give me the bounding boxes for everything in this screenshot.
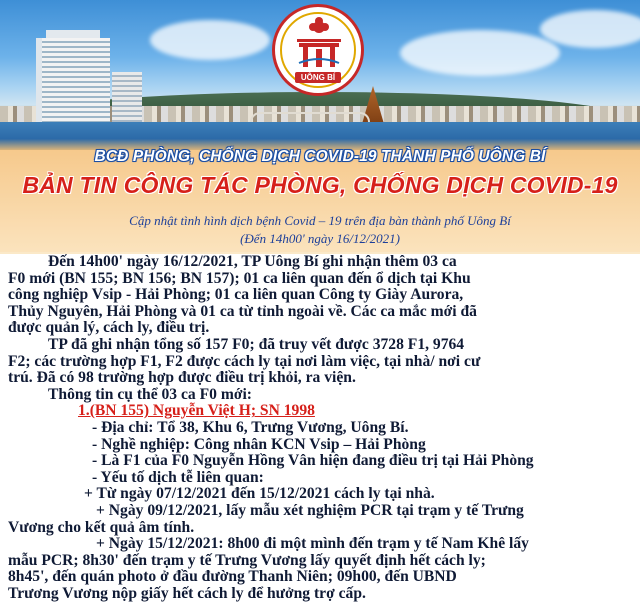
- case-detail-line: - Là F1 của F0 Nguyễn Hồng Vân hiện đang điều trị tại Hải Phòng: [92, 452, 534, 470]
- side-building: [112, 72, 142, 122]
- body-line: Thông tin cụ thể 03 ca F0 mới:: [48, 385, 252, 403]
- body-line: Thủy Nguyên, Hải Phòng và 01 ca từ tỉnh ngoài về. Các ca mắc mới đã: [8, 302, 477, 320]
- flower-icon: [313, 21, 325, 33]
- body-line: F0 mới (BN 155; BN 156; BN 157); 01 ca liên quan đến ổ dịch tại Khu: [8, 269, 471, 287]
- case-detail-line: - Nghề nghiệp: Công nhân KCN Vsip – Hải Phòng: [92, 435, 426, 453]
- case-detail-line: + Từ ngày 07/12/2021 đến 15/12/2021 cách ly tại nhà.: [84, 485, 435, 503]
- body-line: trú. Đã có 98 trường hợp được điều trị khỏi, ra viện.: [8, 369, 356, 387]
- case-detail-line: + Ngày 09/12/2021, lấy mẫu xét nghiệm PCR tại trạm y tế Trưng: [96, 501, 524, 519]
- bridge-shape: [250, 112, 370, 122]
- bulletin-title: BẢN TIN CÔNG TÁC PHÒNG, CHỐNG DỊCH COVID-19: [22, 172, 618, 198]
- case-detail-line: 8h45', đến quán photo ở đầu đường Thanh Niên; 09h00, đến UBND: [8, 568, 457, 586]
- tower-building: [36, 38, 110, 122]
- emblem-label: UÔNG BÍ: [295, 72, 341, 83]
- cloud-shape: [400, 30, 560, 76]
- header-banner-photo: [0, 0, 640, 150]
- case-detail-line: + Ngày 15/12/2021: 8h00 đi một mình đến trạm y tế Nam Khê lấy: [96, 535, 529, 553]
- body-line: Đến 14h00' ngày 16/12/2021, TP Uông Bí ghi nhận thêm 03 ca: [48, 253, 457, 270]
- case-detail-line: mẫu PCR; 8h30' đến trạm y tế Trưng Vương lấy quyết định hết cách ly;: [8, 551, 486, 569]
- body-line: TP đã ghi nhận tổng số 157 F0; đã truy vết được 3728 F1, 9764: [48, 335, 465, 353]
- cloud-shape: [150, 20, 270, 60]
- body-line: được quản lý, cách ly, điều trị.: [8, 319, 210, 337]
- body-line: F2; các trường hợp F1, F2 được cách ly tại nơi làm việc, tại nhà/ nơi cư: [8, 352, 481, 370]
- bulletin-body: [0, 254, 640, 611]
- bulletin-subtitle: Cập nhật tình hình dịch bệnh Covid – 19 trên địa bàn thành phố Uông Bí: [129, 213, 511, 228]
- case-heading: 1.(BN 155) Nguyễn Việt H; SN 1998: [78, 402, 315, 420]
- case-detail-line: Vương cho kết quả âm tính.: [8, 518, 195, 536]
- bulletin-time: (Đến 14h00' ngày 16/12/2021): [240, 231, 400, 246]
- body-line: công nghiệp Vsip - Hải Phòng; 01 ca liên quan Công ty Giày Aurora,: [8, 286, 464, 304]
- gate-icon: [297, 37, 341, 67]
- committee-name: BCĐ PHÒNG, CHỐNG DỊCH COVID-19 THÀNH PHỐ UÔNG BÍ: [94, 148, 546, 165]
- cloud-shape: [540, 10, 640, 48]
- case-detail-line: - Yếu tố dịch tễ liên quan:: [92, 468, 264, 486]
- case-detail-line: Trương Vương nộp giấy hết cách ly để hưởng trợ cấp.: [8, 584, 366, 602]
- case-detail-line: - Địa chỉ: Tổ 38, Khu 6, Trưng Vương, Uông Bí.: [92, 418, 409, 436]
- lake-water: [0, 122, 640, 150]
- city-emblem: [272, 4, 364, 96]
